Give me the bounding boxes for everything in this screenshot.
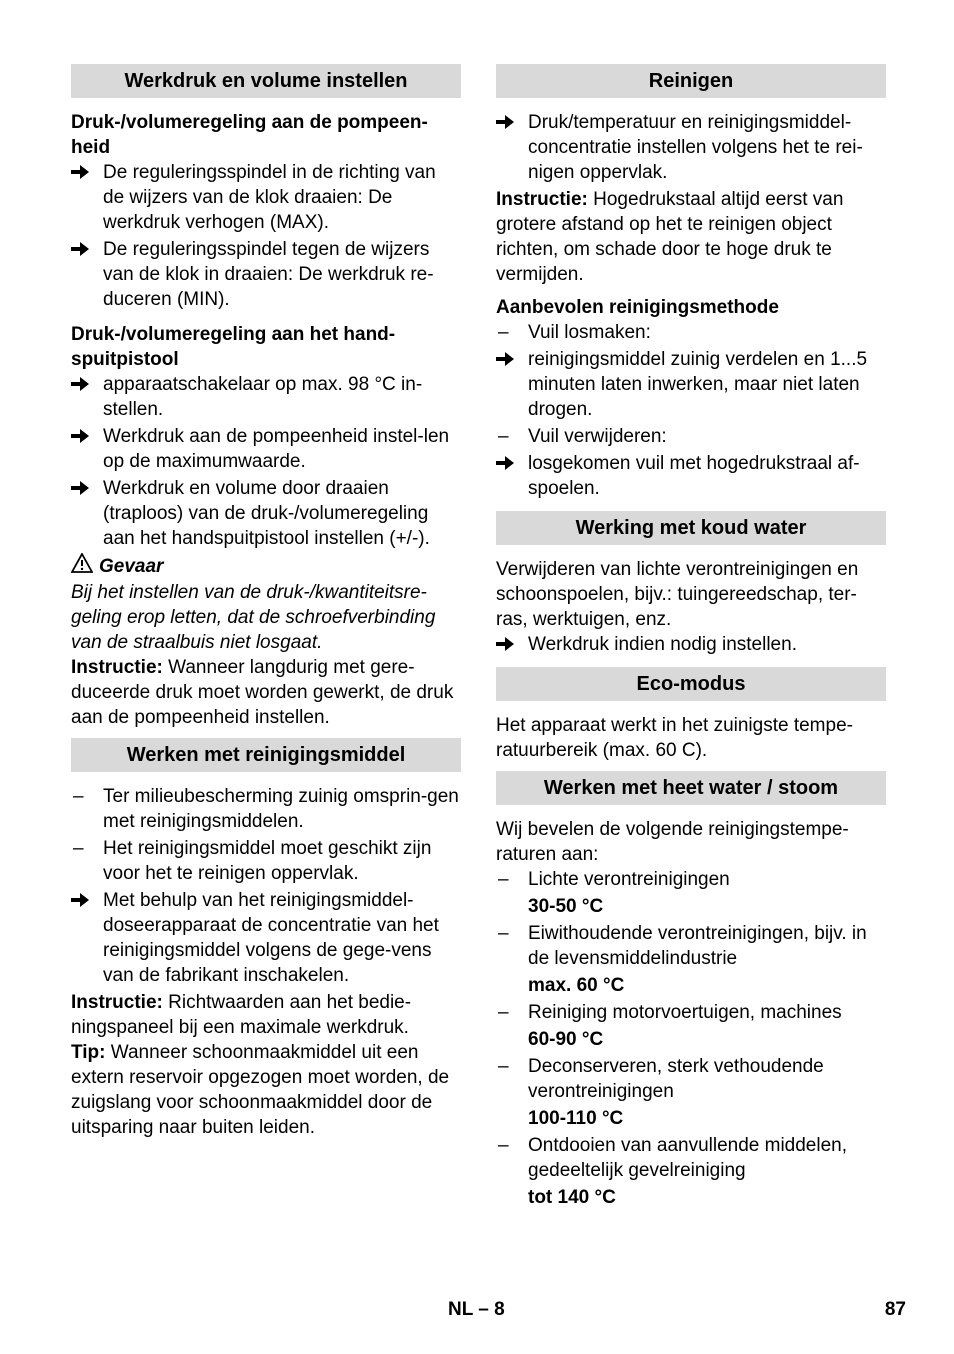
right-arrow-icon	[496, 110, 520, 129]
dash-marker: –	[73, 786, 84, 807]
subheading-pompeenheid: Druk-/volumeregeling aan de pompeen-heid	[71, 112, 428, 158]
right-arrow-icon	[71, 476, 95, 495]
right-arrow-icon	[71, 237, 95, 256]
danger-text: Bij het instellen van de druk-/kwantiteitsre-geling erop letten, dat de schroefverbinding van de straalbuis niet losgaat.	[71, 582, 436, 653]
dash-marker: –	[73, 838, 84, 859]
section-title-heet-water: Werken met heet water / stoom	[496, 771, 886, 805]
right-arrow-icon	[496, 451, 520, 470]
list-item: – Reiniging motorvoertuigen, machines	[498, 1002, 842, 1023]
list-item: Druk/temperatuur en reinigingsmiddel-concentratie instellen volgens het te rei-nigen oppervlak.	[496, 110, 886, 185]
dash-marker: –	[498, 426, 509, 447]
right-arrow-icon	[71, 160, 95, 179]
temperature-value: 60-90 °C	[528, 1029, 604, 1050]
subheading-handspuitpistool: Druk-/volumeregeling aan het hand-spuitpistool	[71, 324, 396, 370]
right-column	[496, 64, 886, 1212]
list-item: apparaatschakelaar op max. 98 °C in-stellen.	[71, 372, 461, 422]
dash-marker: –	[498, 322, 509, 343]
page-number: 87	[884, 1299, 906, 1320]
list-item: losgekomen vuil met hogedrukstraal af-spoelen.	[496, 451, 886, 501]
dash-marker: –	[498, 923, 509, 944]
instruction-paragraph: Instructie: Hogedrukstaal altijd eerst van grotere afstand op het te reinigen object richten, om schade door te hoge druk te vermijden.	[496, 189, 844, 285]
list-item: Werkdruk indien nodig instellen.	[496, 632, 886, 657]
left-column	[71, 64, 461, 1140]
instruction-paragraph: Instructie: Wanneer langdurig met gere-duceerde druk moet worden gewerkt, de druk aan de pompeenheid instellen.	[71, 657, 454, 728]
dash-marker: –	[498, 1135, 509, 1156]
right-arrow-icon	[71, 424, 95, 443]
list-item: – Ontdooien van aanvullende middelen, gedeeltelijk gevelreiniging	[498, 1135, 848, 1181]
paragraph: Het apparaat werkt in het zuinigste tempe-ratuurbereik (max. 60 C).	[496, 715, 853, 761]
section-title-werkdruk: Werkdruk en volume instellen	[71, 64, 461, 98]
dash-marker: –	[498, 1056, 509, 1077]
paragraph: Wij bevelen de volgende reinigingstempe-raturen aan:	[496, 819, 849, 865]
list-item: – Het reinigingsmiddel moet geschikt zijn voor het te reinigen oppervlak.	[73, 838, 432, 884]
list-item: De reguleringsspindel in de richting van de wijzers van de klok draaien: De werkdruk verhogen (MAX).	[71, 160, 461, 235]
danger-heading: Gevaar	[71, 553, 461, 580]
temperature-value: tot 140 °C	[528, 1187, 616, 1208]
tip-paragraph: Tip: Wanneer schoonmaakmiddel uit een extern reservoir opgezogen moet worden, de zuigslang voor schoonmaakmiddel door de uitsparing naar buiten leiden.	[71, 1042, 450, 1138]
section-title-reinigingsmiddel: Werken met reinigingsmiddel	[71, 738, 461, 772]
list-item: Werkdruk en volume door draaien (traploos) van de druk-/volumeregeling aan het handspuitpistool instellen (+/-).	[71, 476, 461, 551]
paragraph: Verwijderen van lichte verontreinigingen en schoonspoelen, bijv.: tuingereedschap, ter-ras, werktuigen, enz.	[496, 559, 859, 630]
instruction-paragraph: Instructie: Richtwaarden aan het bedie-ningspaneel bij een maximale werkdruk.	[71, 992, 412, 1038]
section-title-eco-modus: Eco-modus	[496, 667, 886, 701]
list-item: – Lichte verontreinigingen	[498, 869, 730, 890]
list-item: De reguleringsspindel tegen de wijzers van de klok in draaien: De werkdruk re-duceren (MIN).	[71, 237, 461, 312]
list-item: Met behulp van het reinigingsmiddel-doseerapparaat de concentratie van het reinigingsmiddel volgens de gege-vens van de fabrikant inschakelen.	[71, 888, 461, 988]
right-arrow-icon	[496, 632, 520, 651]
footer-language-page: NL – 8	[448, 1299, 505, 1320]
list-item: – Deconserveren, sterk vethoudende verontreinigingen	[498, 1056, 824, 1102]
dash-marker: –	[498, 1002, 509, 1023]
right-arrow-icon	[71, 372, 95, 391]
list-item: reinigingsmiddel zuinig verdelen en 1...5 minuten laten inwerken, maar niet laten drogen.	[496, 347, 886, 422]
right-arrow-icon	[71, 888, 95, 907]
section-title-koud-water: Werking met koud water	[496, 511, 886, 545]
list-item: – Eiwithoudende verontreinigingen, bijv. in de levensmiddelindustrie	[498, 923, 867, 969]
list-item: Werkdruk aan de pompeenheid instel-len op de maximumwaarde.	[71, 424, 461, 474]
warning-triangle-icon	[71, 553, 93, 580]
section-title-reinigen: Reinigen	[496, 64, 886, 98]
list-item: – Vuil losmaken:	[498, 322, 651, 343]
temperature-value: 30-50 °C	[528, 896, 604, 917]
list-item: – Ter milieubescherming zuinig omsprin-gen met reinigingsmiddelen.	[73, 786, 459, 832]
temperature-value: 100-110 °C	[528, 1108, 624, 1129]
temperature-value: max. 60 °C	[528, 975, 625, 996]
dash-marker: –	[498, 869, 509, 890]
subheading-reinigingsmethode: Aanbevolen reinigingsmethode	[496, 297, 779, 318]
list-item: – Vuil verwijderen:	[498, 426, 667, 447]
right-arrow-icon	[496, 347, 520, 366]
